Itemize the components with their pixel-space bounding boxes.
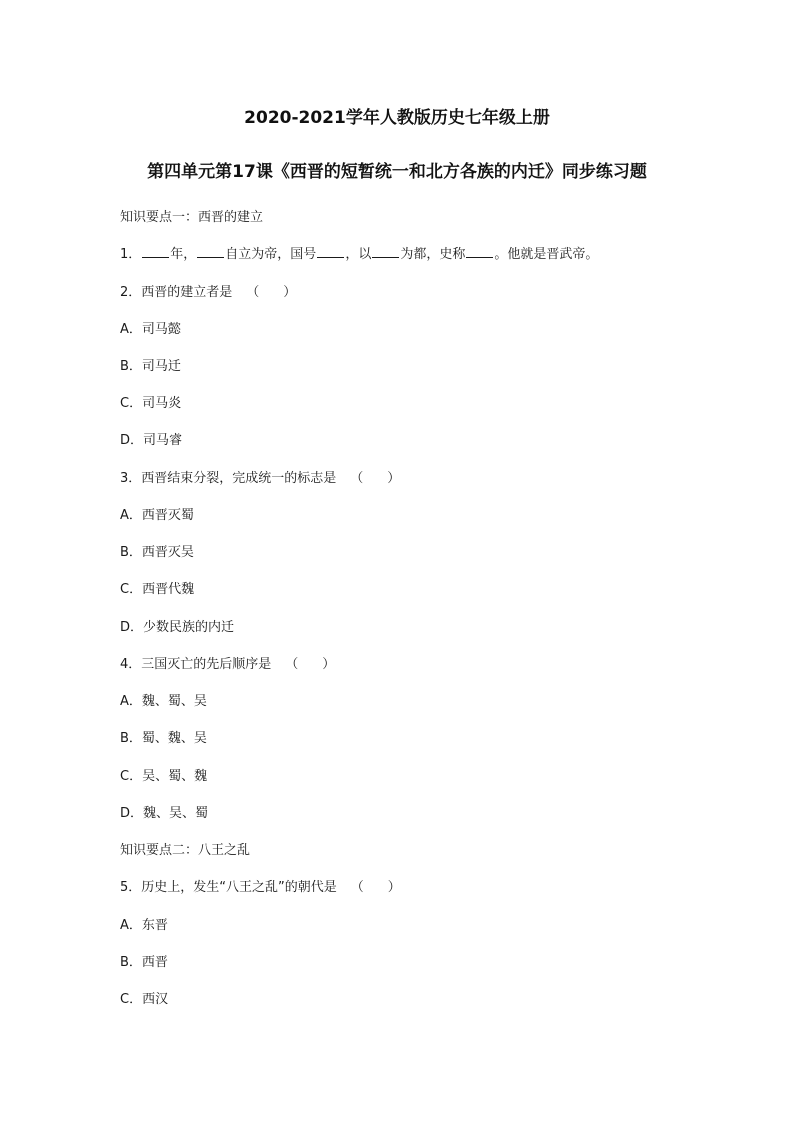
section-heading-2: 知识要点二：八王之乱 [120, 843, 251, 858]
open-paren: （ [285, 657, 299, 672]
answer-parentheses[interactable] [285, 656, 335, 674]
question-text: 。他就是晋武帝。 [494, 247, 599, 262]
option: B．西晋灭吴 [120, 545, 194, 560]
option: C．司马炎 [120, 396, 182, 411]
option: D．少数民族的内迁 [120, 620, 235, 635]
option: B．司马迁 [120, 359, 181, 374]
option: D．魏、吴、蜀 [120, 806, 209, 821]
question-text: ，以 [345, 247, 372, 262]
option: B．西晋 [120, 955, 168, 970]
option: A．魏、蜀、吴 [120, 694, 207, 709]
question-number: 1． [120, 247, 142, 262]
question-text: 为都，史称 [400, 247, 466, 262]
close-paren: ） [387, 880, 401, 895]
question-2 [120, 284, 296, 302]
question-text: 年， [170, 247, 197, 262]
question-1 [120, 246, 598, 264]
option: C．吴、蜀、魏 [120, 769, 208, 784]
question-stem: 3．西晋结束分裂，完成统一的标志是 [120, 471, 337, 486]
section-heading-1: 知识要点一：西晋的建立 [120, 210, 264, 225]
question-text: 自立为帝，国号 [225, 247, 317, 262]
answer-blank[interactable] [372, 246, 399, 258]
answer-blank[interactable] [197, 246, 224, 258]
answer-blank[interactable] [317, 246, 344, 258]
answer-blank[interactable] [142, 246, 169, 258]
question-5 [120, 879, 401, 897]
question-stem: 2．西晋的建立者是 [120, 285, 233, 300]
question-stem: 4．三国灭亡的先后顺序是 [120, 657, 272, 672]
open-paren: （ [350, 471, 364, 486]
document-subtitle: 第四单元第17课《西晋的短暂统一和北方各族的内迁》同步练习题 [147, 162, 647, 182]
document-title: 2020-2021学年人教版历史七年级上册 [244, 108, 550, 128]
answer-parentheses[interactable] [246, 284, 296, 302]
answer-blank[interactable] [466, 246, 493, 258]
answer-parentheses[interactable] [350, 470, 400, 488]
option: A．东晋 [120, 918, 168, 933]
question-3 [120, 470, 400, 488]
question-4 [120, 656, 335, 674]
option: D．司马睿 [120, 433, 183, 448]
answer-parentheses[interactable] [351, 879, 401, 897]
open-paren: （ [350, 880, 364, 895]
close-paren: ） [322, 657, 336, 672]
close-paren: ） [387, 471, 401, 486]
open-paren: （ [246, 285, 260, 300]
option: A．司马懿 [120, 322, 181, 337]
option: C．西汉 [120, 992, 169, 1007]
option: A．西晋灭蜀 [120, 508, 194, 523]
question-stem: 5．历史上，发生“八王之乱”的朝代是 [120, 880, 337, 895]
close-paren: ） [283, 285, 297, 300]
option: B．蜀、魏、吴 [120, 731, 207, 746]
option: C．西晋代魏 [120, 582, 195, 597]
